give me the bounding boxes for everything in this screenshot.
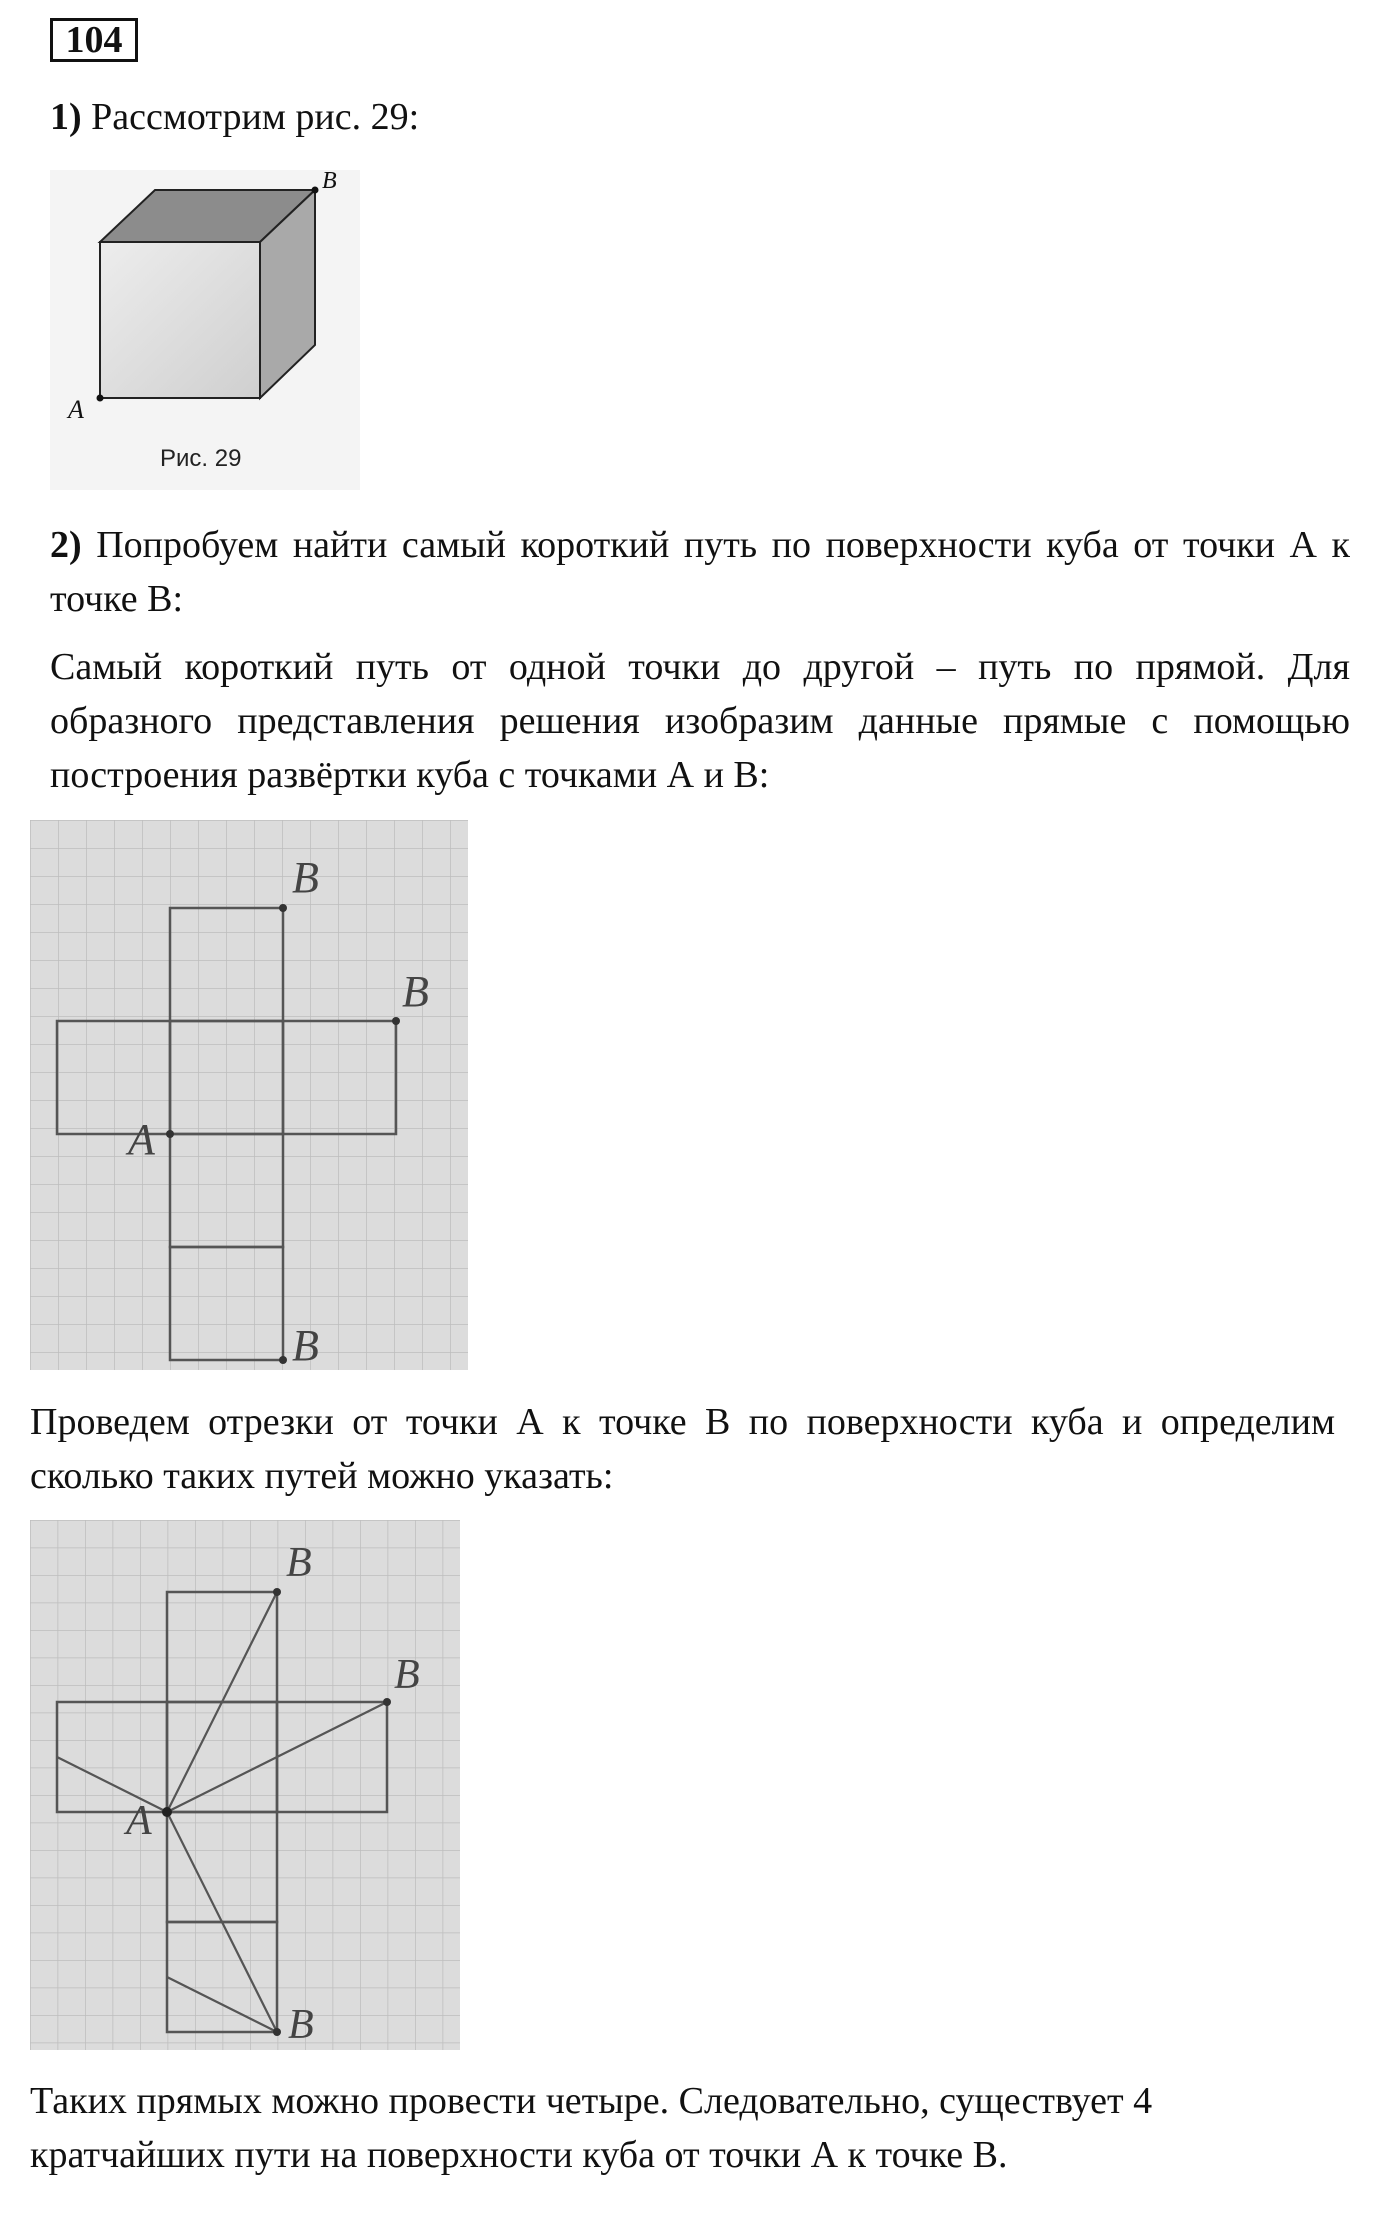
step1-number: 1) [50,96,82,138]
cube-point-a-label: A [68,395,84,424]
net-label-a: A [128,1115,155,1164]
paths-point-a [162,1807,172,1817]
paths-label-b-top: B [286,1540,312,1586]
paths-point-b-bottom [273,2028,281,2036]
problem-number: 104 [50,18,138,62]
paths-point-b-right [383,1698,391,1706]
cube-caption: Рис. 29 [160,445,242,472]
step2-paragraph [50,518,1350,626]
paths-point-b-top [273,1588,281,1596]
paths-label-b-right: B [394,1652,420,1698]
cube-net-figure [30,820,468,1370]
net-label-b-right: B [402,967,429,1016]
step1-text: Рассмотрим рис. 29: [91,96,420,138]
step2-text: Попробуем найти самый короткий путь по поверхности куба от точки А к точке В: [50,524,1351,620]
net-point-b-right [392,1017,400,1025]
net-point-a [166,1130,174,1138]
segments-paragraph: Проведем отрезки от точки А к точке В по поверхности куба и определим сколько таких путей можно указать: [30,1401,1335,1497]
paths-label-a: A [126,1798,152,1844]
cube-point-b-dot [312,187,319,194]
net-point-b-top [279,904,287,912]
net-point-b-bottom [279,1356,287,1364]
step1-paragraph [50,90,1350,144]
paths-label-b-bottom: B [288,2002,314,2048]
cube-net-paths-figure [30,1520,460,2050]
cube-front-face [100,242,260,398]
shortest-path-paragraph: Самый короткий путь от одной точки до другой – путь по прямой. Для образного представления решения изобразим данные прямые с помощью построения развёртки куба с точками А и В: [50,646,1350,796]
paths-grid [30,1520,460,2050]
cube-figure [50,170,360,490]
net-grid [30,820,468,1370]
cube-point-b-label: B [322,170,337,194]
conclusion-paragraph: Таких прямых можно провести четыре. Следовательно, существует 4 кратчайших пути на поверхности куба от точки А к точке В. [30,2080,1153,2176]
net-label-b-bottom: B [292,1321,319,1370]
net-label-b-top-text: B [292,853,319,902]
step2-number: 2) [50,524,82,566]
cube-point-a-dot [97,395,104,402]
